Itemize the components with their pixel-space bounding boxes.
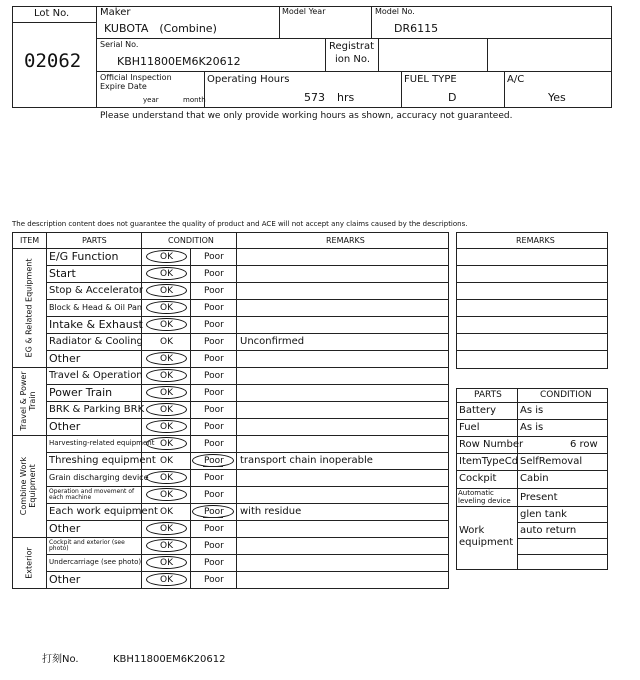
- work-equipment-label: equipment: [459, 537, 514, 548]
- part-label: Block & Head & Oil Pan: [49, 302, 142, 312]
- part-label: Grain discharging device: [49, 472, 149, 482]
- divider: [517, 554, 608, 555]
- serial-label: Serial No.: [100, 40, 139, 49]
- item-header: ITEM: [20, 236, 40, 245]
- poor-option[interactable]: Poor: [204, 541, 224, 551]
- remark-text: with residue: [240, 506, 302, 517]
- parts-header: PARTS: [82, 236, 107, 245]
- part-label: Operation and movement of each machine: [49, 487, 135, 501]
- group-label: Exterior: [23, 546, 33, 579]
- ok-option[interactable]: OK: [160, 524, 173, 534]
- model-no-label: Model No.: [375, 7, 415, 16]
- poor-option[interactable]: Poor: [204, 252, 224, 262]
- ok-circle-mark: [146, 522, 187, 535]
- divider: [325, 38, 326, 71]
- ok-circle-mark: [146, 420, 187, 433]
- divider: [487, 38, 488, 71]
- ok-option[interactable]: OK: [160, 303, 173, 313]
- poor-option[interactable]: Poor: [204, 269, 224, 279]
- registration-label: Registrat: [329, 41, 375, 52]
- ok-option[interactable]: OK: [160, 371, 173, 381]
- part-label: BRK & Parking BRK: [49, 403, 145, 415]
- part-label: Intake & Exhaust: [49, 318, 143, 332]
- ok-option[interactable]: OK: [160, 541, 173, 551]
- operating-hours-value: 573: [304, 91, 325, 104]
- part-label: Harvesting-related equipment: [49, 439, 155, 448]
- ok-option[interactable]: OK: [160, 252, 173, 262]
- spec-part: ItemTypeCd: [459, 456, 519, 467]
- ok-circle-mark: [146, 301, 187, 314]
- part-label: Cockpit and exterior (see photo): [49, 538, 125, 552]
- divider: [46, 232, 47, 589]
- divider: [456, 436, 608, 437]
- month-label: month: [183, 96, 206, 104]
- divider: [371, 6, 372, 38]
- poor-option[interactable]: Poor: [204, 405, 224, 415]
- poor-option[interactable]: Poor: [204, 524, 224, 534]
- ok-option[interactable]: OK: [160, 269, 173, 279]
- poor-option[interactable]: Poor: [204, 490, 224, 500]
- fuel-type-value: D: [448, 91, 457, 104]
- ok-option[interactable]: OK: [160, 422, 173, 432]
- part-label: Threshing equipment: [49, 454, 156, 466]
- poor-underline: [203, 517, 223, 518]
- spec-value: Present: [520, 492, 558, 503]
- poor-option[interactable]: Poor: [204, 439, 224, 449]
- divider: [504, 71, 505, 108]
- registration-label: ion No.: [335, 54, 371, 65]
- inspection-label: Official Inspection: [100, 73, 172, 82]
- spec-part: Battery: [459, 405, 497, 416]
- divider: [401, 71, 402, 108]
- poor-option[interactable]: Poor: [204, 337, 224, 347]
- work-equipment-value: auto return: [520, 525, 577, 536]
- divider: [517, 538, 608, 539]
- ok-option[interactable]: OK: [160, 558, 173, 568]
- stamp-number-label: 打刻No.: [42, 654, 79, 665]
- divider: [456, 333, 608, 334]
- operating-hours-unit: hrs: [337, 91, 355, 104]
- ok-circle-mark: [146, 488, 187, 501]
- ok-option[interactable]: OK: [160, 473, 173, 483]
- fuel-type-label: FUEL TYPE: [404, 74, 457, 85]
- ok-option[interactable]: OK: [160, 286, 173, 296]
- divider: [456, 350, 608, 351]
- operating-hours-label: Operating Hours: [207, 74, 290, 85]
- part-label: Other: [49, 352, 81, 366]
- ok-circle-mark: [146, 284, 187, 297]
- part-label: Power Train: [49, 386, 113, 400]
- disclaimer: The description content does not guarantee the quality of product and ACE will not accept any claims caused by the descriptions.: [12, 220, 468, 228]
- divider: [456, 419, 608, 420]
- part-label: E/G Function: [49, 250, 119, 264]
- poor-option[interactable]: Poor: [204, 286, 224, 296]
- ok-circle-mark: [146, 386, 187, 399]
- poor-option[interactable]: Poor: [204, 388, 224, 398]
- poor-option[interactable]: Poor: [204, 320, 224, 330]
- spec-part: Row Number: [459, 439, 524, 450]
- serial-value: KBH11800EM6K20612: [117, 55, 241, 68]
- ok-circle-mark: [146, 573, 187, 586]
- spec-parts-header: PARTS: [474, 390, 502, 400]
- ok-circle-mark: [146, 267, 187, 280]
- lot-number: 02062: [24, 50, 82, 72]
- poor-underline: [203, 466, 223, 467]
- part-label: Stop & Accelerator: [49, 284, 144, 296]
- spec-part: Automatic leveling device: [458, 489, 511, 505]
- ok-circle-mark: [146, 471, 187, 484]
- lot-label: Lot No.: [34, 8, 70, 19]
- ok-option[interactable]: OK: [160, 320, 173, 330]
- ok-circle-mark: [146, 556, 187, 569]
- part-label: Start: [49, 267, 76, 281]
- spec-value: As is: [520, 422, 544, 433]
- spec-condition-header: CONDITION: [540, 390, 592, 400]
- inspection-label: Expire Date: [100, 82, 147, 91]
- poor-option[interactable]: Poor: [204, 558, 224, 568]
- ok-option[interactable]: OK: [160, 490, 173, 500]
- part-label: Other: [49, 573, 81, 587]
- poor-option[interactable]: Poor: [204, 303, 224, 313]
- spec-value: SelfRemoval: [520, 456, 583, 467]
- ok-option[interactable]: OK: [160, 405, 173, 415]
- divider: [456, 506, 608, 507]
- spec-value: Cabin: [520, 473, 549, 484]
- divider: [456, 282, 608, 283]
- divider: [517, 522, 608, 523]
- divider: [456, 299, 608, 300]
- part-label: Travel & Operation: [49, 369, 143, 381]
- spec-value: 6 row: [570, 439, 598, 450]
- divider: [96, 6, 97, 108]
- divider: [456, 453, 608, 454]
- divider: [96, 71, 612, 72]
- ok-circle-mark: [146, 403, 187, 416]
- ok-circle-mark: [146, 250, 187, 263]
- stamp-number-value: KBH11800EM6K20612: [113, 654, 226, 665]
- part-label: Other: [49, 522, 81, 536]
- remark-text: Unconfirmed: [240, 336, 305, 347]
- divider: [378, 38, 379, 71]
- work-equipment-value: glen tank: [520, 509, 567, 520]
- remarks-right-header: REMARKS: [516, 236, 555, 245]
- part-label: Undercarriage (see photo): [49, 558, 142, 567]
- group-label: Combine Work Equipment: [19, 456, 37, 516]
- part-label: Other: [49, 420, 81, 434]
- ok-circle-mark: [146, 539, 187, 552]
- remarks-header: REMARKS: [326, 236, 365, 245]
- divider: [456, 316, 608, 317]
- ok-option[interactable]: OK: [160, 439, 173, 449]
- divider: [96, 38, 612, 39]
- poor-option[interactable]: Poor: [204, 507, 224, 517]
- ok-option[interactable]: OK: [160, 354, 173, 364]
- ac-value: Yes: [548, 91, 566, 104]
- condition-header: CONDITION: [168, 236, 214, 245]
- divider: [456, 265, 608, 266]
- ok-option[interactable]: OK: [160, 388, 173, 398]
- ok-option[interactable]: OK: [160, 575, 173, 585]
- ok-circle-mark: [146, 369, 187, 382]
- poor-option[interactable]: Poor: [204, 354, 224, 364]
- divider: [12, 22, 96, 23]
- work-equipment-label: Work: [459, 525, 485, 536]
- poor-option[interactable]: Poor: [204, 371, 224, 381]
- spec-part: Fuel: [459, 422, 480, 433]
- part-label: Radiator & Cooling: [49, 335, 143, 347]
- hours-accuracy-note: Please understand that we only provide working hours as shown, accuracy not guaranteed.: [100, 111, 513, 121]
- remark-text: transport chain inoperable: [240, 455, 373, 466]
- spec-part: Cockpit: [459, 473, 497, 484]
- ok-option[interactable]: OK: [160, 337, 173, 347]
- ac-label: A/C: [507, 74, 525, 85]
- remarks-frame: [456, 232, 608, 369]
- ok-option[interactable]: OK: [160, 456, 173, 466]
- divider: [456, 248, 608, 249]
- group-label: EG & Related Equipment: [23, 258, 33, 357]
- ok-circle-mark: [146, 352, 187, 365]
- group-label: Travel & Power Train: [19, 371, 37, 431]
- divider: [517, 388, 518, 570]
- poor-option[interactable]: Poor: [204, 456, 224, 466]
- poor-option[interactable]: Poor: [204, 473, 224, 483]
- poor-option[interactable]: Poor: [204, 422, 224, 432]
- ok-circle-mark: [146, 318, 187, 331]
- divider: [236, 232, 237, 589]
- poor-option[interactable]: Poor: [204, 575, 224, 585]
- model-year-label: Model Year: [282, 7, 326, 16]
- year-label: year: [143, 96, 159, 104]
- maker-label: Maker: [100, 7, 131, 18]
- part-label: Each work equipment: [49, 505, 158, 517]
- divider: [279, 6, 280, 38]
- divider: [456, 470, 608, 471]
- ok-option[interactable]: OK: [160, 507, 173, 517]
- ok-circle-mark: [146, 437, 187, 450]
- model-no-value: DR6115: [394, 22, 439, 35]
- divider: [456, 402, 608, 403]
- maker-value: KUBOTA (Combine): [104, 22, 217, 35]
- spec-value: As is: [520, 405, 544, 416]
